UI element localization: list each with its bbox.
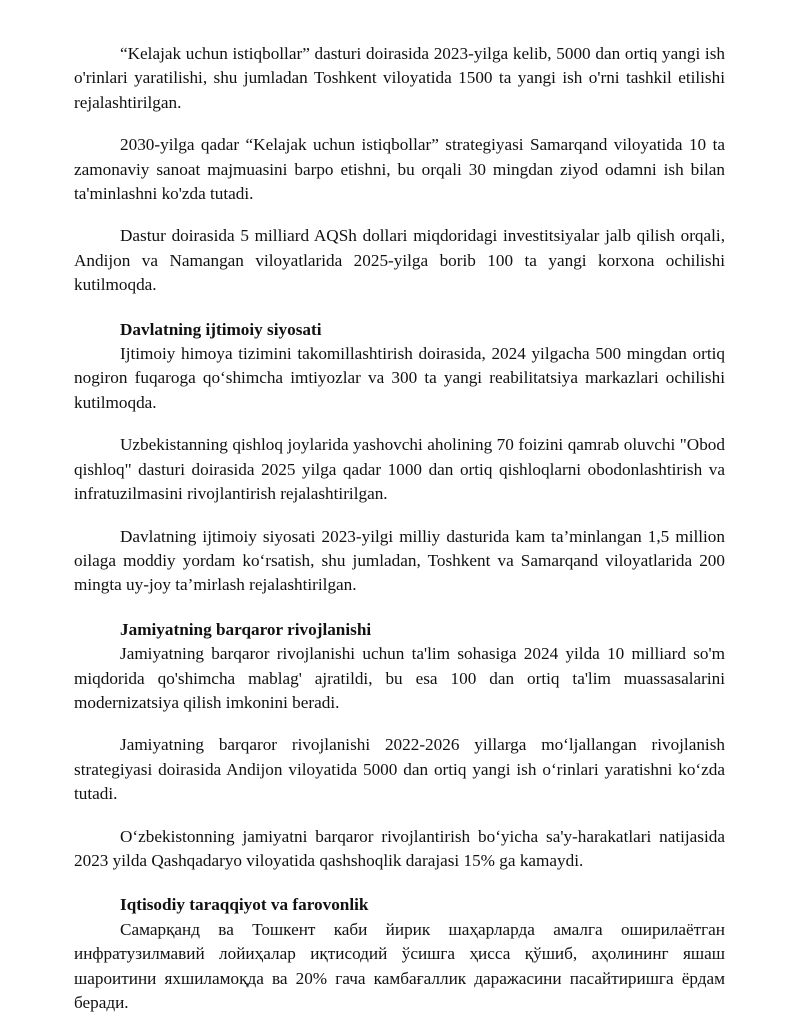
intro-paragraph-3: Dastur doirasida 5 milliard AQSh dollari miqdoridagi investitsiyalar jalb qilish orqali, Andijon va Namangan viloyatlarida 2025-yilga borib 100 ta yangi korxona ochilishi kutilmoqda.: [74, 226, 725, 295]
sustainable-paragraph-1: Jamiyatning barqaror rivojlanishi uchun ta'lim sohasiga 2024 yilda 10 milliard so'm miqdorida qo'shimcha mablag' ajratildi, bu esa 100 dan ortiq ta'lim muassasalarini modernizatsiya qilish imkonini beradi.: [74, 644, 725, 712]
economic-paragraph-1: Самарқанд ва Тошкент каби йирик шаҳарларда амалга оширилаётган инфратузилмавий лойиҳалар иқтисодий ўсишга ҳисса қўшиб, аҳолининг яшаш шароитини яхшиламоқда ва 20% гача камбағаллик даражасини пасайтиришга ёрдам беради.: [74, 919, 725, 1012]
section-heading-social-policy: Davlatning ijtimoiy siyosati: [120, 319, 322, 339]
social-paragraph-3: Davlatning ijtimoiy siyosati 2023-yilgi milliy dasturida kam ta’minlangan 1,5 million oilaga moddiy yordam ko‘rsatish, shu jumladan, Toshkent va Samarqand viloyatlarida 200 mingta uy-joy ta’mirlash rejalashtirilgan.: [74, 526, 725, 595]
social-paragraph-2: Uzbekistanning qishloq joylarida yashovchi aholining 70 foizini qamrab oluvchi "Obod qishloq" dasturi doirasida 2025 yilga qadar 1000 dan ortiq qishloqlarni obodonlashtirish va infratuzilmasini rivojlantirish rejalashtirilgan.: [74, 435, 725, 504]
section-heading-sustainable-development: Jamiyatning barqaror rivojlanishi: [120, 619, 372, 639]
intro-paragraph-1: “Kelajak uchun istiqbollar” dasturi doirasida 2023-yilga kelib, 5000 dan ortiq yangi ish o'rinlari yaratilishi, shu jumladan Toshkent viloyatida 1500 ta yangi ish o'rni tashkil etilishi rejalashtirilgan.: [74, 44, 725, 112]
section-heading-economic-development: Iqtisodiy taraqqiyot va farovonlik: [120, 895, 369, 915]
sustainable-paragraph-3: O‘zbekistonning jamiyatni barqaror rivojlantirish bo‘yicha sa'y-harakatlari natijasida 2023 yilda Qashqadaryo viloyatida qashshoqlik darajasi 15% ga kamaydi.: [74, 826, 725, 870]
document-page: [74, 42, 725, 1015]
social-paragraph-1: Ijtimoiy himoya tizimini takomillashtirish doirasida, 2024 yilgacha 500 mingdan ortiq nogiron fuqaroga qo‘shimcha imtiyozlar va 300 ta yangi reabilitatsiya markazlari ochilishi kutilmoqda.: [74, 344, 725, 412]
intro-paragraph-2: 2030-yilga qadar “Kelajak uchun istiqbollar” strategiyasi Samarqand viloyatida 10 ta zamonaviy sanoat majmuasini barpo etishni, bu orqali 30 mingdan ziyod odamni ish bilan ta'minlashni ko'zda tutadi.: [74, 135, 725, 204]
sustainable-paragraph-2: Jamiyatning barqaror rivojlanishi 2022-2026 yillarga mo‘ljallangan rivojlanish strategiyasi doirasida Andijon viloyatida 5000 dan ortiq yangi ish o‘rinlari yaratishni ko‘zda tutadi.: [74, 735, 725, 804]
